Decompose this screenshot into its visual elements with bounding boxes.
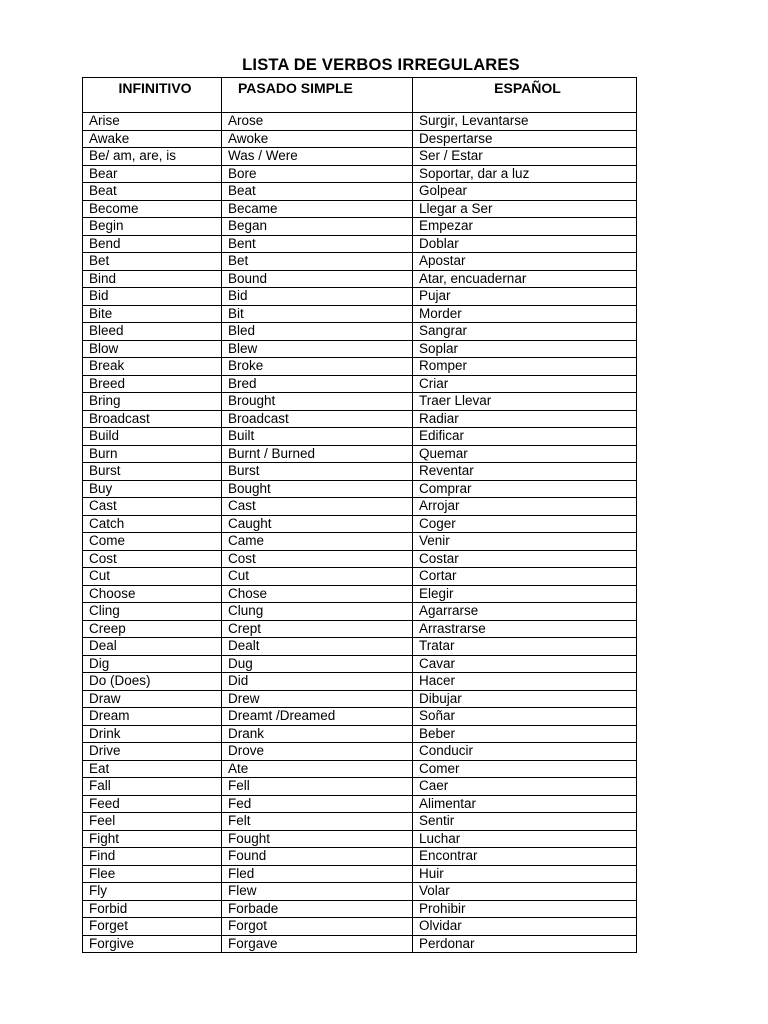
cell-pasado-simple: Dealt: [222, 638, 413, 656]
table-row: [83, 305, 637, 323]
cell-infinitivo: Bind: [83, 270, 222, 288]
table-row: [83, 918, 637, 936]
cell-infinitivo: Bear: [83, 165, 222, 183]
verb-table: [82, 77, 637, 953]
cell-infinitivo: Feed: [83, 795, 222, 813]
table-row: [83, 638, 637, 656]
cell-infinitivo: Bid: [83, 288, 222, 306]
table-row: [83, 183, 637, 201]
cell-pasado-simple: Drove: [222, 743, 413, 761]
cell-infinitivo: Bleed: [83, 323, 222, 341]
cell-espanol: Encontrar: [413, 848, 637, 866]
table-row: [83, 708, 637, 726]
table-row: [83, 218, 637, 236]
table-row: [83, 480, 637, 498]
cell-espanol: Hacer: [413, 673, 637, 691]
cell-espanol: Caer: [413, 778, 637, 796]
cell-pasado-simple: Forbade: [222, 900, 413, 918]
table-row: [83, 428, 637, 446]
cell-espanol: Morder: [413, 305, 637, 323]
cell-pasado-simple: Fed: [222, 795, 413, 813]
table-row: [83, 585, 637, 603]
cell-infinitivo: Cling: [83, 603, 222, 621]
cell-espanol: Elegir: [413, 585, 637, 603]
table-row: [83, 690, 637, 708]
cell-pasado-simple: Dug: [222, 655, 413, 673]
header-infinitivo: INFINITIVO: [83, 78, 222, 113]
cell-espanol: Surgir, Levantarse: [413, 113, 637, 131]
cell-espanol: Ser / Estar: [413, 148, 637, 166]
cell-pasado-simple: Brought: [222, 393, 413, 411]
cell-pasado-simple: Bought: [222, 480, 413, 498]
table-row: [83, 550, 637, 568]
table-row: [83, 235, 637, 253]
cell-espanol: Apostar: [413, 253, 637, 271]
cell-pasado-simple: Forgot: [222, 918, 413, 936]
table-row: [83, 883, 637, 901]
table-row: [83, 900, 637, 918]
cell-pasado-simple: Cost: [222, 550, 413, 568]
cell-espanol: Golpear: [413, 183, 637, 201]
cell-espanol: Sangrar: [413, 323, 637, 341]
cell-infinitivo: Be/ am, are, is: [83, 148, 222, 166]
cell-espanol: Sentir: [413, 813, 637, 831]
table-row: [83, 848, 637, 866]
cell-infinitivo: Burst: [83, 463, 222, 481]
table-row: [83, 778, 637, 796]
cell-infinitivo: Blow: [83, 340, 222, 358]
cell-infinitivo: Catch: [83, 515, 222, 533]
table-row: [83, 358, 637, 376]
cell-pasado-simple: Caught: [222, 515, 413, 533]
cell-espanol: Agarrarse: [413, 603, 637, 621]
cell-pasado-simple: Cut: [222, 568, 413, 586]
cell-infinitivo: Forget: [83, 918, 222, 936]
header-row: [83, 78, 637, 113]
table-row: [83, 253, 637, 271]
cell-espanol: Prohibir: [413, 900, 637, 918]
cell-espanol: Edificar: [413, 428, 637, 446]
cell-pasado-simple: Began: [222, 218, 413, 236]
cell-espanol: Alimentar: [413, 795, 637, 813]
table-row: [83, 410, 637, 428]
table-row: [83, 760, 637, 778]
cell-pasado-simple: Fought: [222, 830, 413, 848]
cell-infinitivo: Forbid: [83, 900, 222, 918]
table-row: [83, 603, 637, 621]
cell-infinitivo: Begin: [83, 218, 222, 236]
cell-espanol: Empezar: [413, 218, 637, 236]
table-row: [83, 813, 637, 831]
table-body: [83, 113, 637, 953]
cell-pasado-simple: Felt: [222, 813, 413, 831]
cell-infinitivo: Eat: [83, 760, 222, 778]
cell-infinitivo: Broadcast: [83, 410, 222, 428]
cell-espanol: Volar: [413, 883, 637, 901]
cell-pasado-simple: Bid: [222, 288, 413, 306]
page-title: LISTA DE VERBOS IRREGULARES: [242, 56, 520, 74]
cell-infinitivo: Cast: [83, 498, 222, 516]
cell-pasado-simple: Bent: [222, 235, 413, 253]
cell-pasado-simple: Was / Were: [222, 148, 413, 166]
cell-pasado-simple: Bit: [222, 305, 413, 323]
cell-infinitivo: Forgive: [83, 935, 222, 953]
table-row: [83, 270, 637, 288]
cell-espanol: Coger: [413, 515, 637, 533]
table-row: [83, 673, 637, 691]
cell-pasado-simple: Built: [222, 428, 413, 446]
cell-espanol: Arrojar: [413, 498, 637, 516]
cell-pasado-simple: Bore: [222, 165, 413, 183]
cell-espanol: Arrastrarse: [413, 620, 637, 638]
cell-pasado-simple: Broke: [222, 358, 413, 376]
cell-espanol: Traer Llevar: [413, 393, 637, 411]
cell-infinitivo: Buy: [83, 480, 222, 498]
cell-espanol: Dibujar: [413, 690, 637, 708]
cell-infinitivo: Awake: [83, 130, 222, 148]
header-pasado-simple: PASADO SIMPLE: [222, 78, 413, 113]
cell-infinitivo: Drive: [83, 743, 222, 761]
cell-espanol: Llegar a Ser: [413, 200, 637, 218]
table-row: [83, 935, 637, 953]
cell-espanol: Beber: [413, 725, 637, 743]
cell-espanol: Romper: [413, 358, 637, 376]
table-row: [83, 568, 637, 586]
table-row: [83, 463, 637, 481]
cell-infinitivo: Cut: [83, 568, 222, 586]
cell-infinitivo: Flee: [83, 865, 222, 883]
cell-espanol: Soñar: [413, 708, 637, 726]
cell-espanol: Luchar: [413, 830, 637, 848]
cell-infinitivo: Burn: [83, 445, 222, 463]
table-row: [83, 795, 637, 813]
cell-pasado-simple: Bet: [222, 253, 413, 271]
table-row: [83, 165, 637, 183]
cell-infinitivo: Arise: [83, 113, 222, 131]
cell-infinitivo: Dream: [83, 708, 222, 726]
table-row: [83, 865, 637, 883]
cell-pasado-simple: Bred: [222, 375, 413, 393]
cell-espanol: Olvidar: [413, 918, 637, 936]
cell-infinitivo: Do (Does): [83, 673, 222, 691]
cell-espanol: Despertarse: [413, 130, 637, 148]
table-row: [83, 288, 637, 306]
cell-pasado-simple: Awoke: [222, 130, 413, 148]
table-row: [83, 743, 637, 761]
table-row: [83, 323, 637, 341]
cell-espanol: Cavar: [413, 655, 637, 673]
cell-infinitivo: Bring: [83, 393, 222, 411]
cell-pasado-simple: Dreamt /Dreamed: [222, 708, 413, 726]
cell-espanol: Quemar: [413, 445, 637, 463]
cell-pasado-simple: Fell: [222, 778, 413, 796]
table-header: [83, 78, 637, 113]
cell-pasado-simple: Crept: [222, 620, 413, 638]
table-row: [83, 498, 637, 516]
cell-infinitivo: Become: [83, 200, 222, 218]
cell-espanol: Reventar: [413, 463, 637, 481]
cell-infinitivo: Fight: [83, 830, 222, 848]
table-row: [83, 200, 637, 218]
cell-espanol: Atar, encuadernar: [413, 270, 637, 288]
cell-pasado-simple: Cast: [222, 498, 413, 516]
cell-pasado-simple: Came: [222, 533, 413, 551]
cell-espanol: Cortar: [413, 568, 637, 586]
cell-espanol: Radiar: [413, 410, 637, 428]
cell-pasado-simple: Chose: [222, 585, 413, 603]
cell-infinitivo: Choose: [83, 585, 222, 603]
cell-infinitivo: Dig: [83, 655, 222, 673]
cell-infinitivo: Fly: [83, 883, 222, 901]
cell-infinitivo: Build: [83, 428, 222, 446]
cell-infinitivo: Cost: [83, 550, 222, 568]
cell-pasado-simple: Clung: [222, 603, 413, 621]
table-row: [83, 620, 637, 638]
cell-pasado-simple: Did: [222, 673, 413, 691]
table-row: [83, 533, 637, 551]
table-row: [83, 113, 637, 131]
cell-espanol: Perdonar: [413, 935, 637, 953]
cell-pasado-simple: Found: [222, 848, 413, 866]
cell-infinitivo: Find: [83, 848, 222, 866]
cell-espanol: Doblar: [413, 235, 637, 253]
cell-espanol: Huir: [413, 865, 637, 883]
cell-pasado-simple: Ate: [222, 760, 413, 778]
cell-pasado-simple: Drank: [222, 725, 413, 743]
cell-infinitivo: Draw: [83, 690, 222, 708]
cell-infinitivo: Fall: [83, 778, 222, 796]
header-espanol: ESPAÑOL: [413, 78, 637, 113]
table-row: [83, 393, 637, 411]
cell-pasado-simple: Broadcast: [222, 410, 413, 428]
table-row: [83, 655, 637, 673]
table-row: [83, 445, 637, 463]
table-row: [83, 515, 637, 533]
cell-pasado-simple: Fled: [222, 865, 413, 883]
cell-pasado-simple: Arose: [222, 113, 413, 131]
cell-pasado-simple: Burst: [222, 463, 413, 481]
cell-espanol: Comer: [413, 760, 637, 778]
table-row: [83, 148, 637, 166]
cell-infinitivo: Break: [83, 358, 222, 376]
cell-infinitivo: Beat: [83, 183, 222, 201]
cell-infinitivo: Come: [83, 533, 222, 551]
cell-espanol: Pujar: [413, 288, 637, 306]
cell-infinitivo: Creep: [83, 620, 222, 638]
cell-pasado-simple: Bound: [222, 270, 413, 288]
table-row: [83, 830, 637, 848]
cell-espanol: Soportar, dar a luz: [413, 165, 637, 183]
cell-espanol: Soplar: [413, 340, 637, 358]
table-row: [83, 340, 637, 358]
cell-espanol: Venir: [413, 533, 637, 551]
cell-pasado-simple: Flew: [222, 883, 413, 901]
cell-infinitivo: Bend: [83, 235, 222, 253]
cell-infinitivo: Deal: [83, 638, 222, 656]
cell-pasado-simple: Blew: [222, 340, 413, 358]
cell-pasado-simple: Forgave: [222, 935, 413, 953]
table-row: [83, 725, 637, 743]
cell-infinitivo: Drink: [83, 725, 222, 743]
table-row: [83, 375, 637, 393]
cell-espanol: Conducir: [413, 743, 637, 761]
cell-infinitivo: Bet: [83, 253, 222, 271]
cell-espanol: Comprar: [413, 480, 637, 498]
cell-espanol: Criar: [413, 375, 637, 393]
cell-espanol: Costar: [413, 550, 637, 568]
cell-infinitivo: Feel: [83, 813, 222, 831]
cell-pasado-simple: Drew: [222, 690, 413, 708]
cell-infinitivo: Breed: [83, 375, 222, 393]
cell-espanol: Tratar: [413, 638, 637, 656]
table-row: [83, 130, 637, 148]
cell-pasado-simple: Became: [222, 200, 413, 218]
cell-pasado-simple: Beat: [222, 183, 413, 201]
cell-infinitivo: Bite: [83, 305, 222, 323]
cell-pasado-simple: Burnt / Burned: [222, 445, 413, 463]
cell-pasado-simple: Bled: [222, 323, 413, 341]
